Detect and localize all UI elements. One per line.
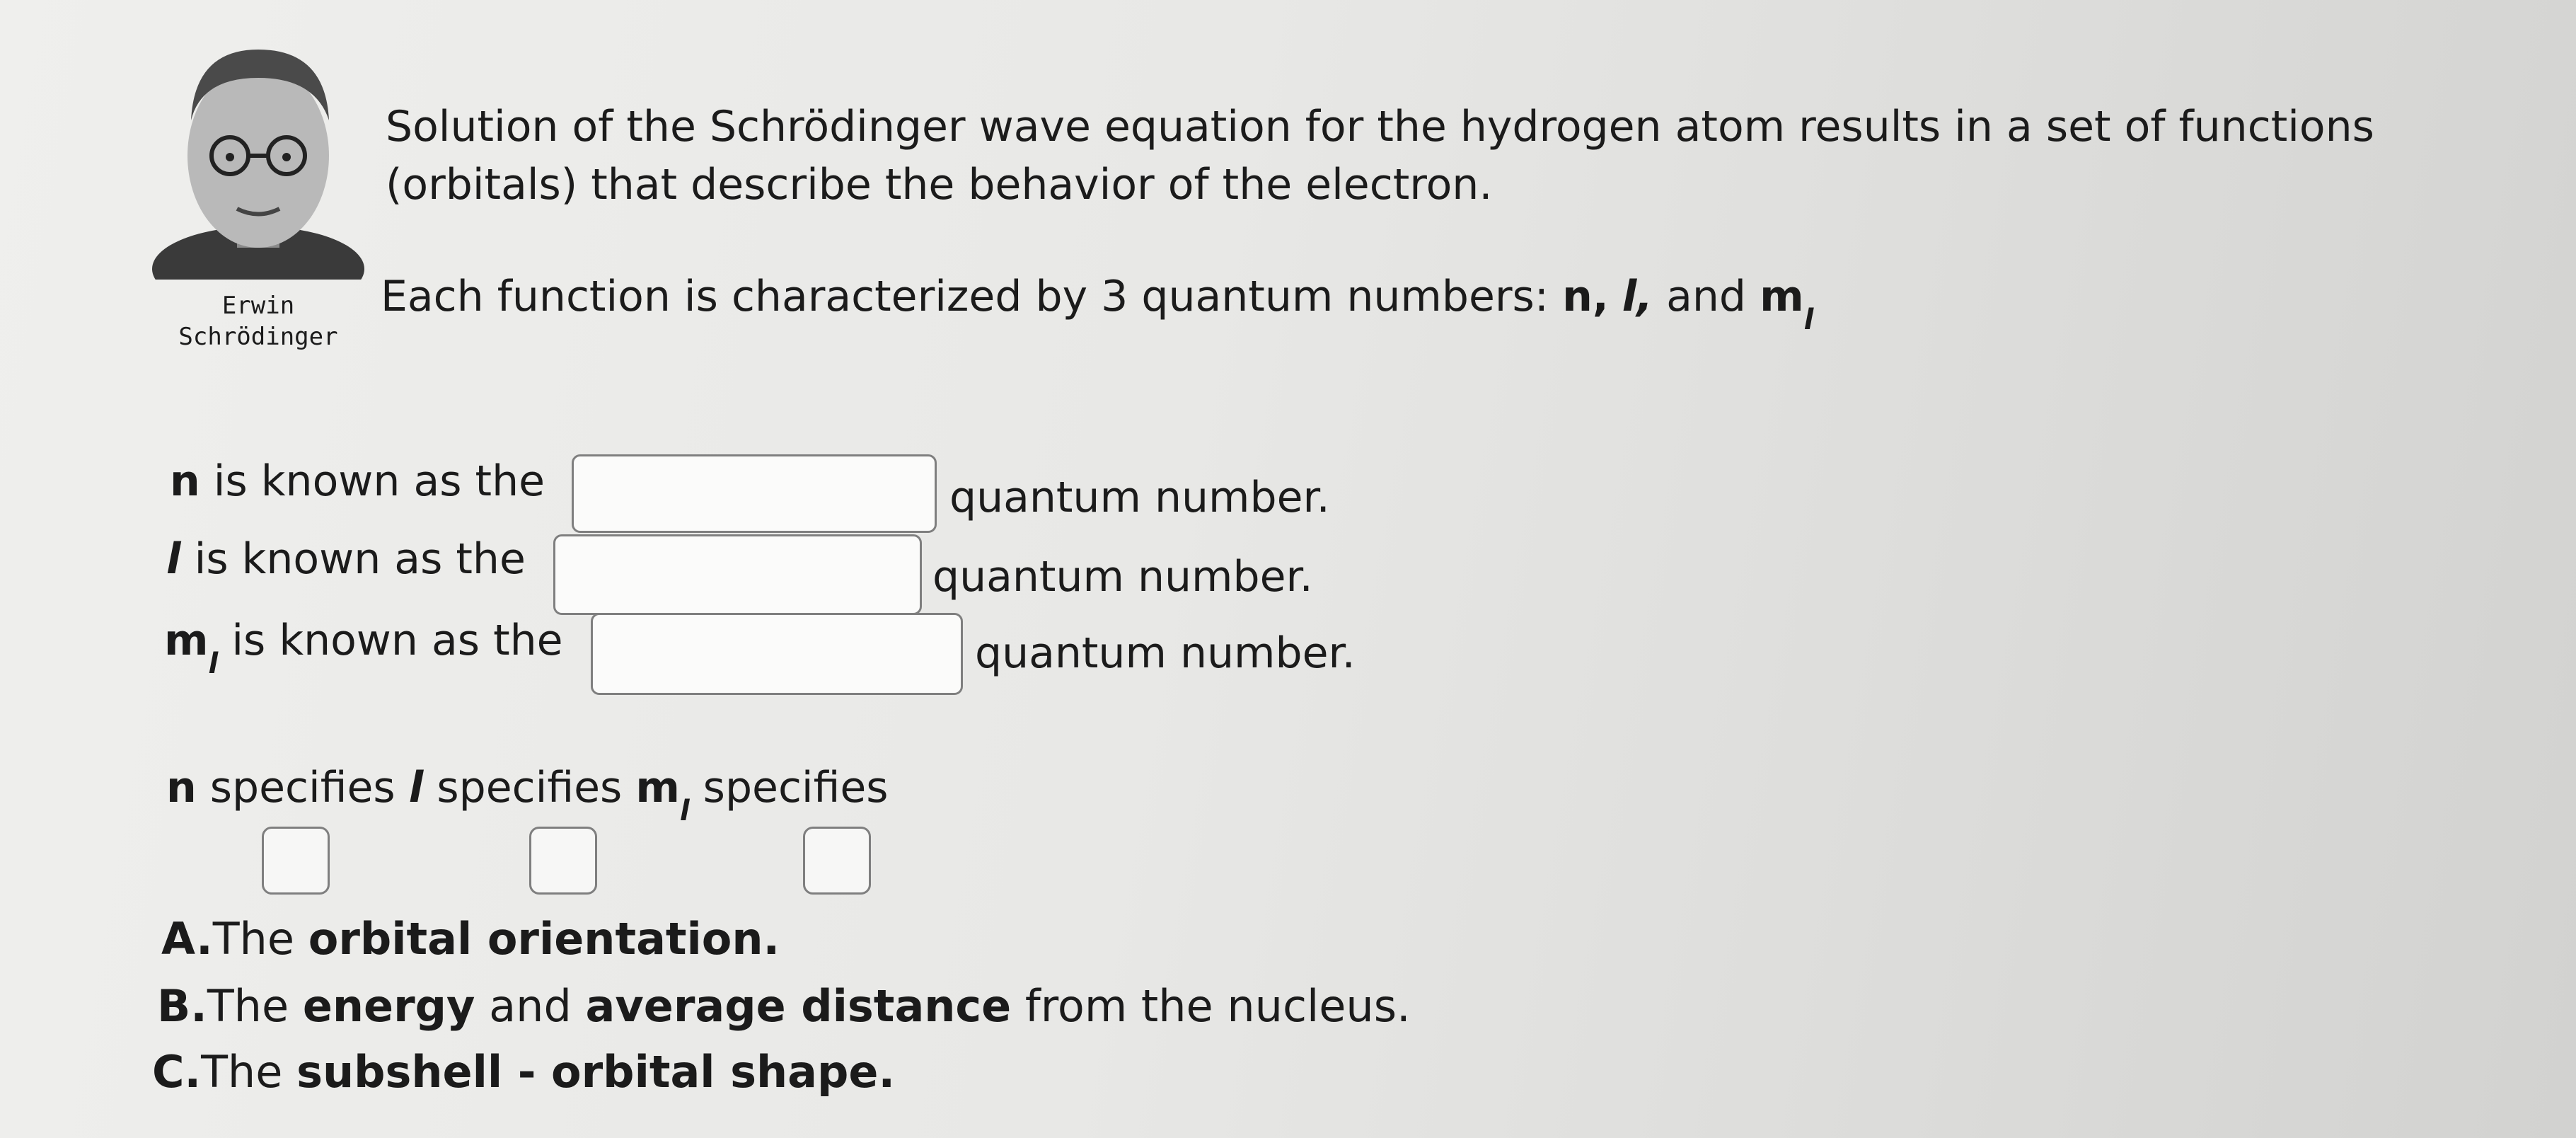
- row-l-prefix: is known as the: [180, 534, 526, 584]
- n-specifies-box[interactable]: [262, 827, 330, 895]
- option-a-bold: orbital orientation.: [308, 913, 780, 965]
- row-n-label: [170, 456, 545, 506]
- spec-l: l: [408, 763, 424, 812]
- and-text: and: [1653, 272, 1760, 321]
- spec-n-label: specifies: [196, 763, 409, 812]
- row-l-label: [166, 534, 526, 584]
- row-m-prefix: is known as the: [218, 616, 563, 665]
- qn-l: l,: [1622, 272, 1653, 321]
- option-a-pre: The: [212, 913, 308, 965]
- row-l-suffix: quantum number.: [932, 552, 1313, 602]
- option-b-letter: B.: [157, 980, 207, 1032]
- intro-line-3-text: Each function is characterized by 3 quantum numbers:: [381, 272, 1563, 321]
- spec-m: m: [635, 763, 680, 812]
- n-answer-input[interactable]: [572, 454, 937, 533]
- row-l-var: l: [166, 534, 181, 584]
- specifies-row: [166, 763, 889, 827]
- option-c-letter: C.: [152, 1046, 202, 1098]
- spec-m-label: specifies: [689, 763, 889, 812]
- option-b-bold2: average distance: [585, 980, 1012, 1032]
- option-b-mid: and: [475, 980, 586, 1032]
- spec-m-sub: l: [679, 795, 690, 827]
- intro-line-1: Solution of the Schrödinger wave equation for the hydrogen atom results in a set of functions: [386, 102, 2374, 151]
- row-m-sub: l: [208, 648, 219, 680]
- l-answer-input[interactable]: [553, 534, 922, 615]
- row-m-var: m: [164, 616, 209, 665]
- option-b-pre: The: [207, 980, 303, 1032]
- spec-l-label: specifies: [423, 763, 636, 812]
- option-b: [157, 980, 1411, 1032]
- m-answer-input[interactable]: [591, 613, 963, 695]
- qn-m-sub: l: [1803, 304, 1814, 336]
- qn-m: m: [1760, 272, 1804, 321]
- spec-n: n: [166, 763, 197, 812]
- qn-n: n,: [1562, 272, 1609, 321]
- option-b-bold1: energy: [302, 980, 475, 1032]
- row-n-var: n: [170, 456, 200, 506]
- l-specifies-box[interactable]: [529, 827, 597, 895]
- intro-line-3: [381, 269, 1814, 336]
- option-b-post: from the nucleus.: [1011, 980, 1411, 1032]
- portrait-caption: [152, 290, 364, 352]
- option-c-pre: The: [201, 1046, 297, 1098]
- row-m-label: [164, 616, 563, 680]
- option-c-bold: subshell - orbital shape.: [296, 1046, 895, 1098]
- caption-first-name: Erwin: [221, 292, 295, 320]
- option-a-letter: A.: [161, 913, 213, 965]
- intro-line-2: (orbitals) that describe the behavior of the electron.: [386, 160, 1493, 209]
- m-specifies-box[interactable]: [803, 827, 871, 895]
- option-c: [152, 1046, 895, 1098]
- row-n-prefix: is known as the: [200, 456, 545, 506]
- caption-last-name: Schrödinger: [178, 323, 338, 351]
- schrodinger-portrait: [152, 28, 364, 280]
- option-a: [161, 913, 780, 965]
- row-n-suffix: quantum number.: [949, 473, 1330, 522]
- row-m-suffix: quantum number.: [975, 628, 1356, 678]
